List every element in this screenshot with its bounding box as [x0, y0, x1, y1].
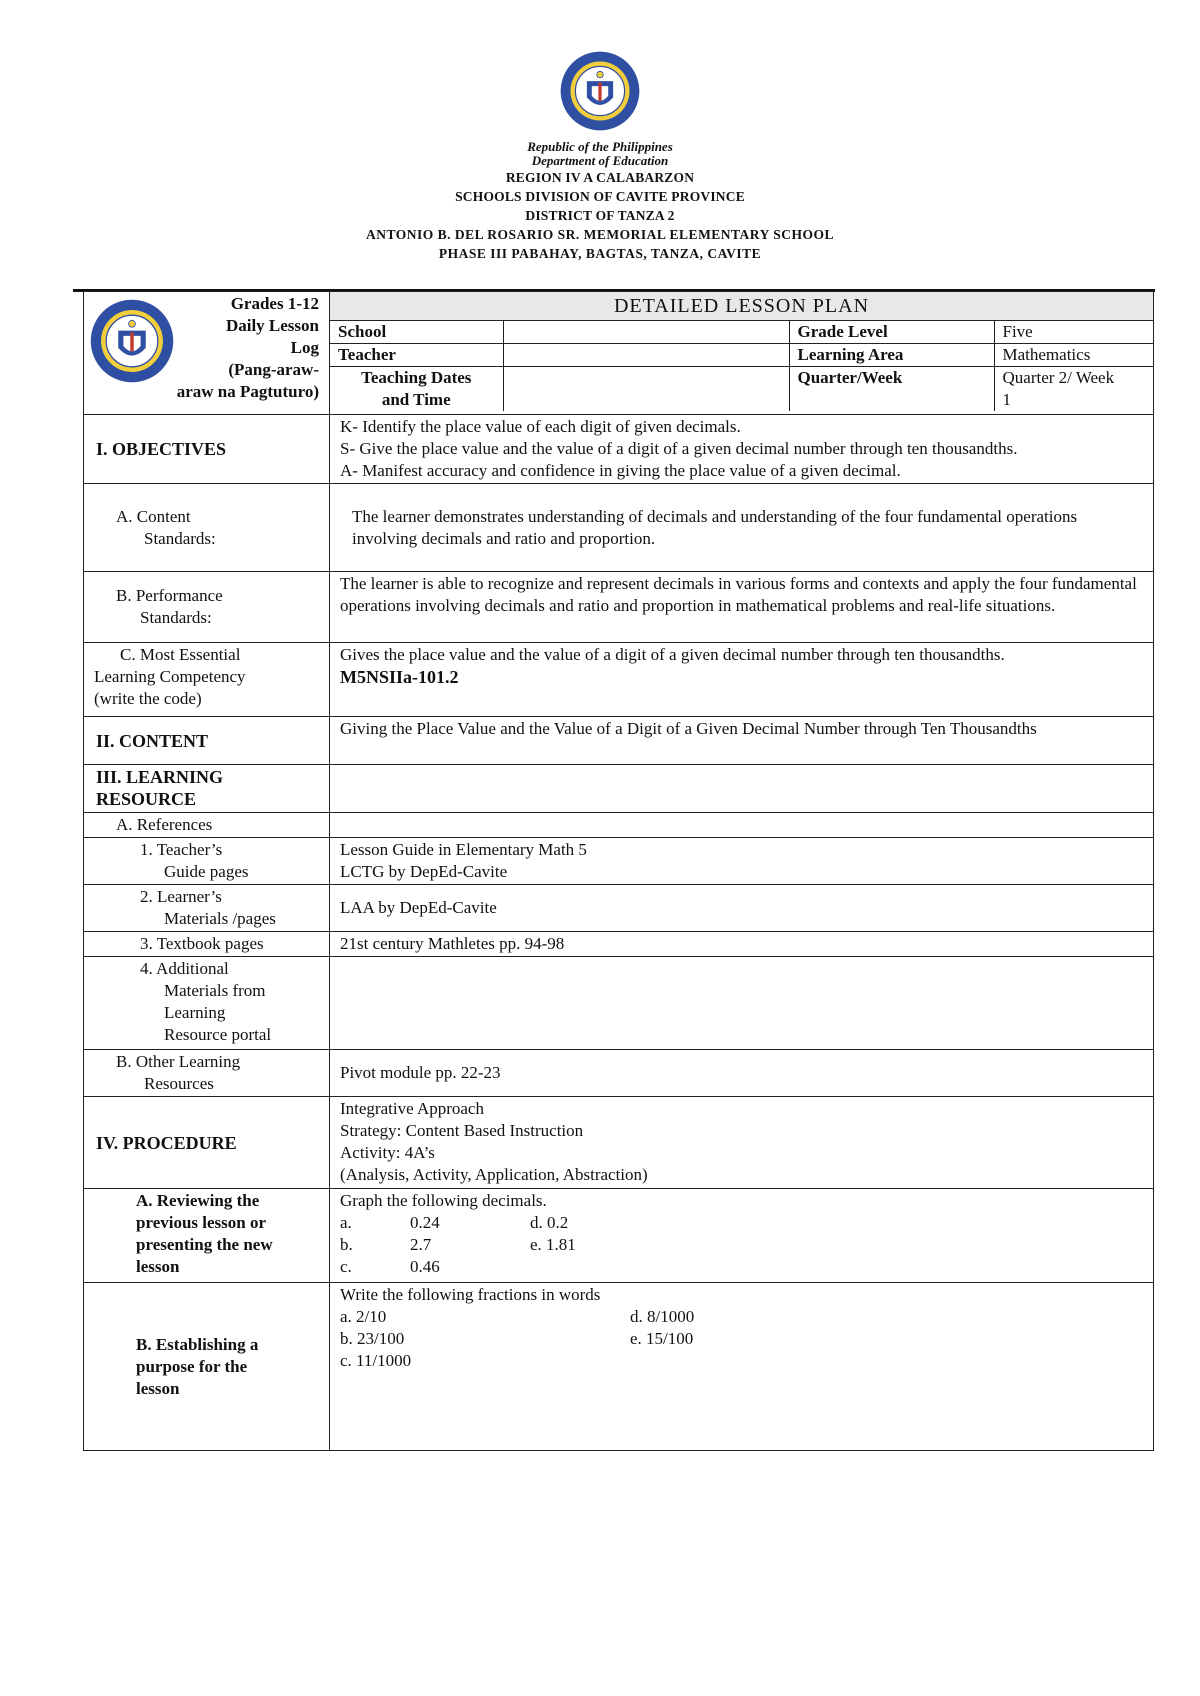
list-item: a. 2/10 d. 8/1000	[340, 1307, 695, 1326]
melc-code: M5NSIIa-101.2	[340, 667, 459, 687]
review-text: Graph the following decimals. a. 0.24 d. 0.2 b. 2.7 e. 1.81 c. 0.46	[330, 1189, 1154, 1283]
learners-materials-value: LAA by DepEd-Cavite	[330, 885, 1154, 932]
performance-standards-row: B. Performance Standards: The learner is able to recognize and represent decimals in various forms and contexts and apply the four fundamental operations involving decimals and ratio and proportion in mathematical problems and real-life situations.	[84, 572, 1154, 643]
list-item: c. 0.46	[340, 1257, 440, 1276]
content-row: II. CONTENT Giving the Place Value and the Value of a Digit of a Given Decimal Number through Ten Thousandths	[84, 717, 1154, 765]
republic-line: Republic of the Philippines	[527, 139, 673, 154]
quarter-value: Quarter 2/ Week 1	[994, 367, 1153, 412]
district-line: DISTRICT OF TANZA 2	[525, 208, 675, 223]
teachers-guide-value: Lesson Guide in Elementary Math 5 LCTG by DepEd-Cavite	[330, 838, 1154, 885]
daily-lesson-log-label: Grades 1-12 Daily Lesson Log (Pang-araw- araw na Pagtuturo)	[176, 294, 319, 401]
procedure-row: IV. PROCEDURE Integrative Approach Strategy: Content Based Instruction Activity: 4A’s (Analysis, Activity, Application, Abstraction)	[84, 1097, 1154, 1189]
content-standards-text: The learner demonstrates understanding of decimals and understanding of the four fundamental operations involving decimals and ratio and proportion.	[330, 484, 1154, 572]
dates-value	[503, 367, 789, 412]
textbook-row: 3. Textbook pages 21st century Mathletes pp. 94-98	[84, 932, 1154, 957]
list-item: b. 23/100 e. 15/100	[340, 1329, 694, 1348]
school-row: School Grade Level Five	[330, 321, 1153, 344]
melc-text: Gives the place value and the value of a digit of a given decimal number through ten thousandths. M5NSIIa-101.2	[330, 643, 1154, 717]
review-row: A. Reviewing the previous lesson or presenting the new lesson Graph the following decimals. a. 0.24 d. 0.2 b. 2.7 e. 1.81 c. 0.46	[84, 1189, 1154, 1283]
objectives-text: K- Identify the place value of each digit of given decimals. S- Give the place value and the value of a digit of a given decimal number through ten thousandths. A- Manifest accuracy and confidence in giving the place value of a given decimal.	[330, 415, 1154, 484]
references-row: A. References	[84, 813, 1154, 838]
other-resources-row: B. Other Learning Resources Pivot module pp. 22-23	[84, 1050, 1154, 1097]
address-line: PHASE III PABAHAY, BAGTAS, TANZA, CAVITE	[438, 246, 762, 261]
area-value: Mathematics	[994, 344, 1153, 367]
procedure-text: Integrative Approach Strategy: Content Based Instruction Activity: 4A’s (Analysis, Activity, Application, Abstraction)	[330, 1097, 1154, 1189]
plan-title: DETAILED LESSON PLAN	[330, 292, 1153, 321]
content-text: Giving the Place Value and the Value of a Digit of a Given Decimal Number through Ten Thousandths	[330, 717, 1154, 765]
school-value	[503, 321, 789, 344]
additional-materials-row: 4. Additional Materials from Learning Resource portal	[84, 957, 1154, 1050]
list-item: c. 11/1000	[340, 1351, 412, 1370]
other-resources-value: Pivot module pp. 22-23	[330, 1050, 1154, 1097]
grade-value: Five	[994, 321, 1153, 344]
log-cell	[84, 292, 330, 415]
learning-resource-row: III. LEARNING RESOURCE	[84, 765, 1154, 813]
teacher-value	[503, 344, 789, 367]
learners-materials-row: 2. Learner’s Materials /pages LAA by DepEd-Cavite	[84, 885, 1154, 932]
department-line: Department of Education	[531, 153, 669, 168]
objectives-row: I. OBJECTIVES K- Identify the place value of each digit of given decimals. S- Give the place value and the value of a digit of a given decimal number through ten thousandths. A- Manifest accuracy and confidence in giving the place value of a given decimal.	[84, 415, 1154, 484]
list-item: b. 2.7 e. 1.81	[340, 1235, 576, 1254]
purpose-row: B. Establishing a purpose for the lesson Write the following fractions in words a. 2/10 d. 8/1000 b. 23/100 e. 15/100 c. 11/1000	[84, 1283, 1154, 1451]
purpose-text: Write the following fractions in words a. 2/10 d. 8/1000 b. 23/100 e. 15/100 c. 11/1000	[330, 1283, 1154, 1451]
performance-standards-text: The learner is able to recognize and represent decimals in various forms and contexts and apply the four fundamental operations involving decimals and ratio and proportion in mathematical problems and real-life situations.	[330, 572, 1154, 643]
lesson-plan-table	[83, 291, 1154, 1451]
school-line: ANTONIO B. DEL ROSARIO SR. MEMORIAL ELEMENTARY SCHOOL	[366, 227, 834, 242]
info-cell	[330, 292, 1154, 415]
document-header	[0, 50, 1200, 263]
melc-row: C. Most Essential Learning Competency (write the code) Gives the place value and the value of a digit of a given decimal number through ten thousandths. M5NSIIa-101.2	[84, 643, 1154, 717]
deped-seal-small-icon	[89, 298, 175, 384]
teachers-guide-row: 1. Teacher’s Guide pages Lesson Guide in Elementary Math 5 LCTG by DepEd-Cavite	[84, 838, 1154, 885]
deped-seal-icon	[559, 50, 641, 132]
division-line: SCHOOLS DIVISION OF CAVITE PROVINCE	[455, 189, 745, 204]
additional-materials-value	[330, 957, 1154, 1050]
content-standards-row: A. Content Standards: The learner demonstrates understanding of decimals and understanding of the four fundamental operations involving decimals and ratio and proportion.	[84, 484, 1154, 572]
teacher-row: Teacher Learning Area Mathematics	[330, 344, 1153, 367]
info-table	[330, 321, 1153, 411]
list-item: a. 0.24 d. 0.2	[340, 1213, 569, 1232]
title-row	[84, 292, 1154, 415]
textbook-value: 21st century Mathletes pp. 94-98	[330, 932, 1154, 957]
region-line: REGION IV A CALABARZON	[505, 170, 695, 185]
dates-row: Teaching Dates and Time Quarter/Week Quarter 2/ Week 1	[330, 367, 1153, 412]
